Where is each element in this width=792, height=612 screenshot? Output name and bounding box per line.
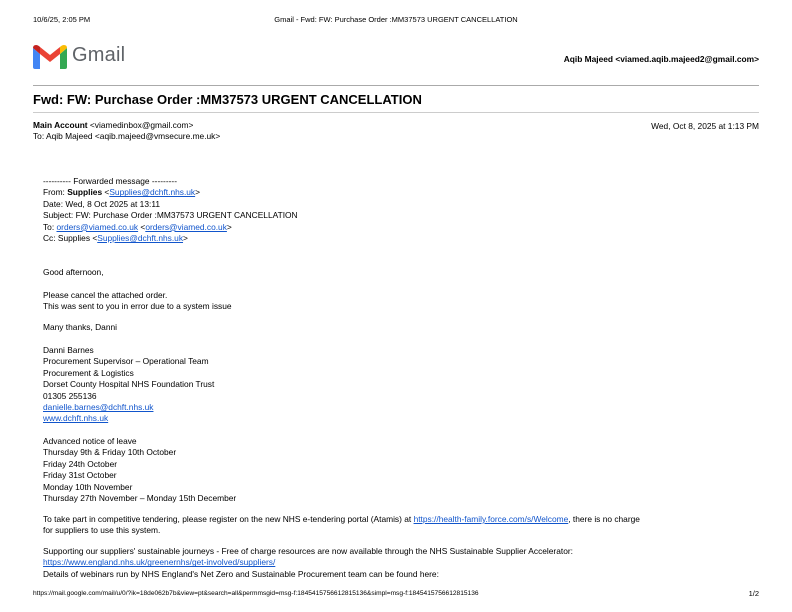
cancel-line-2: This was sent to you in error due to a system issue (43, 301, 232, 312)
print-title: Gmail - Fwd: FW: Purchase Order :MM37573 URGENT CANCELLATION (274, 15, 518, 24)
sig-org: Dorset County Hospital NHS Foundation Trust (43, 379, 215, 390)
fwd-subject-line: Subject: FW: Purchase Order :MM37573 URGENT CANCELLATION (43, 210, 298, 221)
fwd-from-email-link[interactable]: Supplies@dchft.nhs.uk (109, 187, 196, 198)
forward-marker: ---------- Forwarded message --------- (43, 176, 177, 186)
leave-item: Friday 31st October (43, 470, 117, 481)
sig-role: Procurement Supervisor – Operational Team (43, 356, 209, 367)
cancel-line-1: Please cancel the attached order. (43, 290, 168, 300)
fwd-from-line (43, 187, 298, 198)
sig-dept: Procurement & Logistics (43, 367, 134, 378)
tender-text-post: , there is no charge (568, 514, 640, 524)
sustain-line-1: Supporting our suppliers' sustainable journeys - Free of charge resources are now available through the NHS Sustainable Supplier Accelerator: (43, 546, 573, 556)
fwd-from-label: From: (43, 187, 68, 198)
fwd-to-line (43, 222, 298, 233)
header-divider (33, 85, 759, 86)
leave-item: Thursday 27th November – Monday 15th December (43, 493, 237, 504)
sig-email-link[interactable]: danielle.barnes@dchft.nhs.uk (43, 402, 154, 413)
atamis-portal-link[interactable]: https://health-family.force.com/s/Welcome (413, 514, 569, 524)
account-identity: Aqib Majeed <viamed.aqib.majeed2@gmail.com> (563, 54, 759, 64)
fwd-cc-email-link[interactable]: Supplies@dchft.nhs.uk (97, 233, 184, 244)
gmail-wordmark: Gmail (72, 44, 126, 66)
cancel-paragraph (43, 290, 232, 313)
fwd-to-email-link[interactable]: orders@viamed.co.uk (56, 221, 139, 232)
fwd-cc-line (43, 233, 298, 244)
greeting: Good afternoon, (43, 267, 104, 277)
from-name: Main Account (33, 120, 88, 130)
fwd-cc-post: > (183, 233, 188, 244)
tender-paragraph (43, 514, 640, 537)
email-subject: Fwd: FW: Purchase Order :MM37573 URGENT CANCELLATION (33, 92, 422, 107)
print-page-number: 1/2 (748, 589, 759, 598)
leave-item: Friday 24th October (43, 458, 118, 469)
forwarded-header (43, 176, 298, 244)
sustain-line-2: Details of webinars run by NHS England's Net Zero and Sustainable Procurement team can be found here: (43, 568, 439, 579)
signature (43, 345, 214, 425)
leave-item: Thursday 9th & Friday 10th October (43, 447, 177, 458)
tender-line-1 (43, 514, 640, 525)
subject-divider (33, 112, 759, 113)
from-line (33, 120, 220, 131)
sig-phone: 01305 255136 (43, 390, 97, 401)
greener-nhs-link[interactable]: https://www.england.nhs.uk/greenernhs/get-involved/suppliers/ (43, 557, 276, 568)
leave-title: Advanced notice of leave (43, 436, 137, 446)
print-datetime: 10/6/25, 2:05 PM (33, 15, 91, 24)
fwd-cc-label: Cc: Supplies < (43, 233, 98, 244)
tender-text: To take part in competitive tendering, please register on the new NHS e-tendering portal (Atamis) at (43, 514, 414, 524)
fwd-date-line: Date: Wed, 8 Oct 2025 at 13:11 (43, 198, 161, 209)
gmail-logo-icon (33, 45, 67, 69)
leave-notice (43, 436, 236, 504)
fwd-to-mid: < (138, 221, 146, 232)
leave-item: Monday 10th November (43, 481, 133, 492)
message-date: Wed, Oct 8, 2025 at 1:13 PM (651, 121, 759, 131)
fwd-from-pre: < (102, 187, 110, 198)
from-email: <viamedinbox@gmail.com> (87, 120, 194, 130)
sustainability-paragraph (43, 546, 573, 580)
fwd-from-name: Supplies (67, 187, 103, 198)
print-footer-url: https://mail.google.com/mail/u/0/?ik=18de062b7b&view=pt&search=all&permmsgid=msg-f:1845415756612815136&simpl=msg-f:1845415756612815136 (33, 590, 479, 597)
fwd-to-email-link-2[interactable]: orders@viamed.co.uk (145, 221, 227, 232)
tender-line-2: for suppliers to use this system. (43, 525, 161, 536)
fwd-to-label: To: (43, 221, 57, 232)
thanks-line: Many thanks, Danni (43, 322, 118, 332)
sig-name: Danni Barnes (43, 345, 94, 355)
sig-web-link[interactable]: www.dchft.nhs.uk (43, 413, 109, 424)
fwd-to-post: > (226, 221, 232, 232)
message-header (33, 120, 220, 143)
fwd-from-post: > (195, 187, 201, 198)
to-line: To: Aqib Majeed <aqib.majeed@vmsecure.me.uk> (33, 131, 221, 142)
